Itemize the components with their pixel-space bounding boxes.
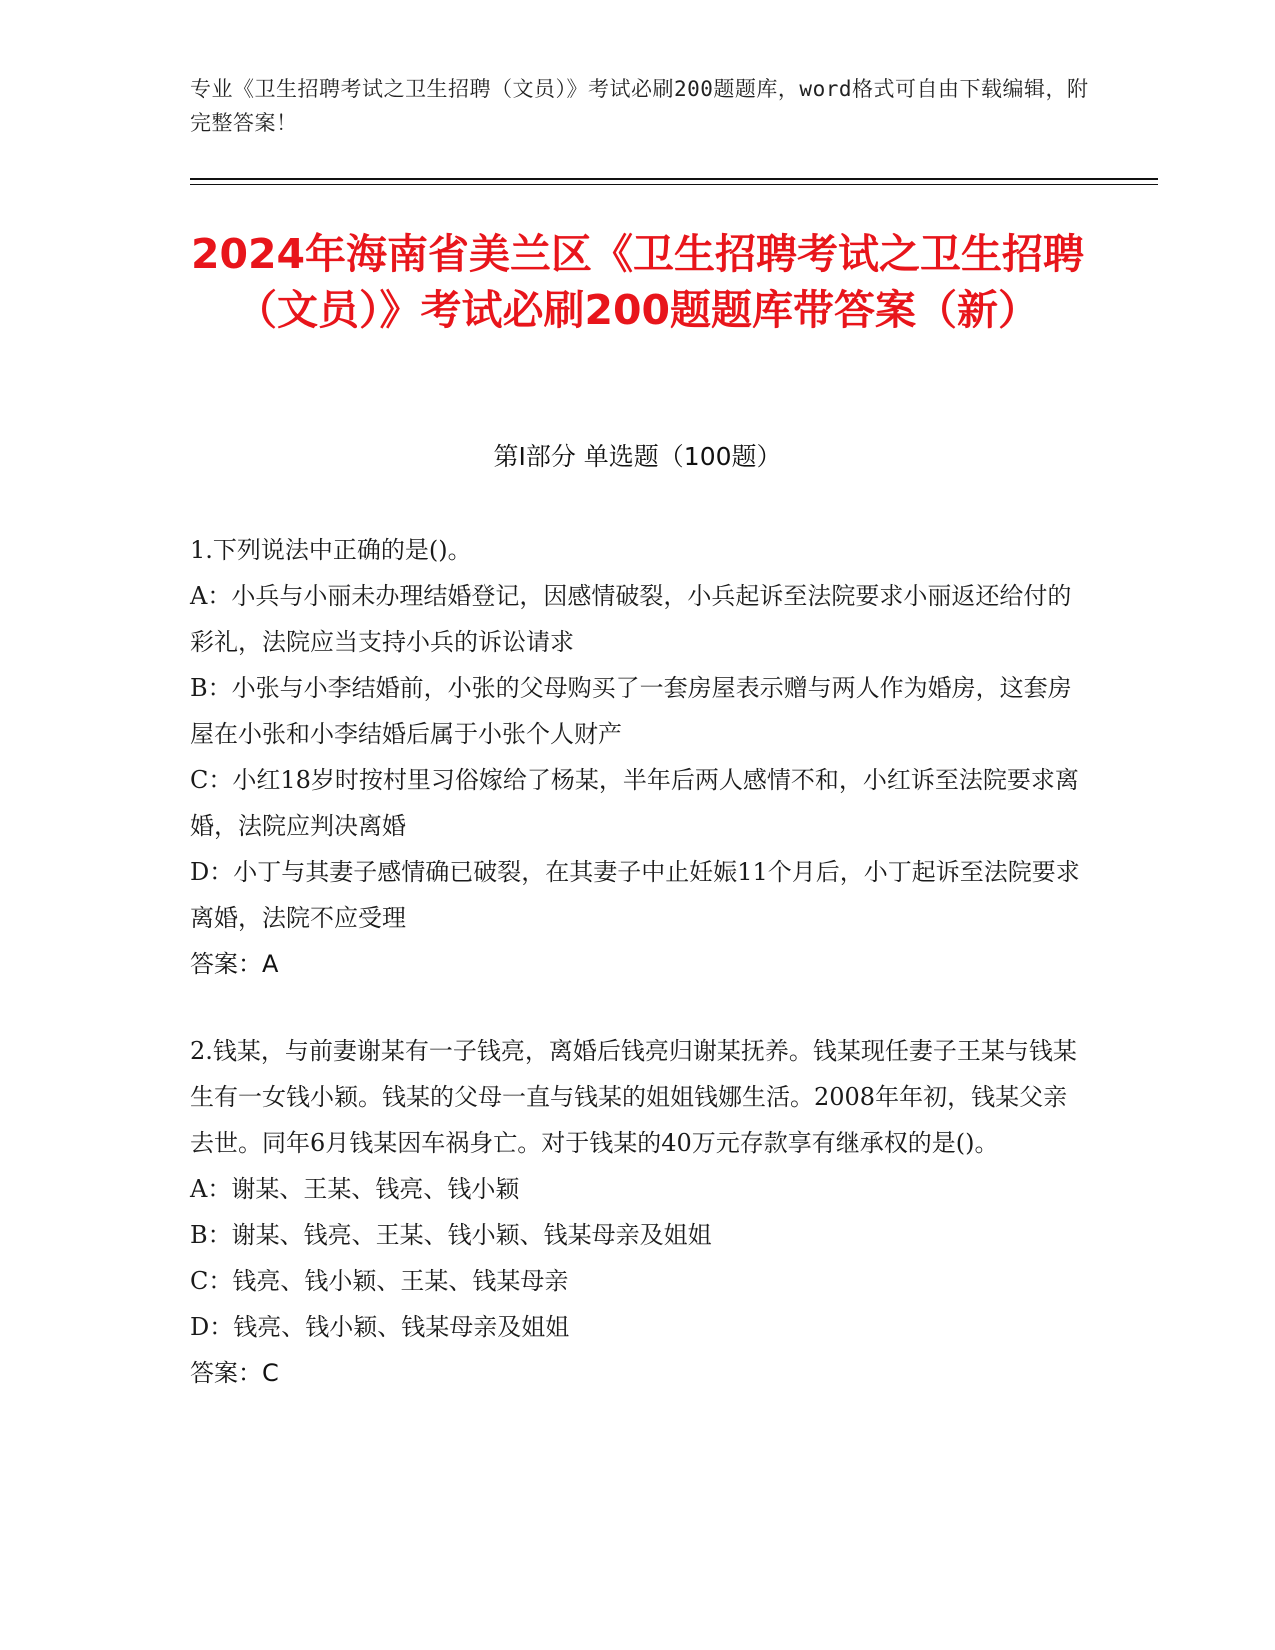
header-divider-thin [190,184,1158,185]
section-heading: 第Ⅰ部分 单选题（100题） [493,442,782,471]
answer-line: 答案：C [190,1359,279,1387]
question-stem: 2.钱某，与前妻谢某有一子钱亮，离婚后钱亮归谢某抚养。钱某现任妻子王某与钱某生有一女钱小颖。钱某的父母一直与钱某的姐姐钱娜生活。2008年年初，钱某父亲去世。同年6月钱某因车祸身亡。对于钱某的40万元存款享有继承权的是()。 [190,1037,1077,1157]
option-c: C：钱亮、钱小颖、王某、钱某母亲 [190,1267,569,1295]
option-a: A：谢某、王某、钱亮、钱小颖 [190,1175,520,1203]
header-divider-thick [190,178,1158,180]
option-c: C：小红18岁时按村里习俗嫁给了杨某，半年后两人感情不和，小红诉至法院要求离婚，法院应判决离婚 [190,766,1079,840]
option-d: D：钱亮、钱小颖、钱某母亲及姐姐 [190,1313,570,1341]
question-2 [190,1028,1085,1396]
option-d: D：小丁与其妻子感情确已破裂，在其妻子中止妊娠11个月后，小丁起诉至法院要求离婚，法院不应受理 [190,858,1080,932]
question-stem: 1.下列说法中正确的是()。 [190,536,472,564]
option-a: A：小兵与小丽未办理结婚登记，因感情破裂，小兵起诉至法院要求小丽返还给付的彩礼，法院应当支持小兵的诉讼请求 [190,582,1072,656]
question-1 [190,527,1085,987]
option-b: B：小张与小李结婚前，小张的父母购买了一套房屋表示赠与两人作为婚房，这套房屋在小张和小李结婚后属于小张个人财产 [190,674,1072,748]
header-note: 专业《卫生招聘考试之卫生招聘（文员）》考试必刷200题题库，word格式可自由下载编辑，附完整答案！ [190,77,1089,135]
option-b: B：谢某、钱亮、王某、钱小颖、钱某母亲及姐姐 [190,1221,712,1249]
answer-line: 答案：A [190,950,279,978]
document-title: 2024年海南省美兰区《卫生招聘考试之卫生招聘（文员）》考试必刷200题题库带答案（新） [190,230,1085,334]
